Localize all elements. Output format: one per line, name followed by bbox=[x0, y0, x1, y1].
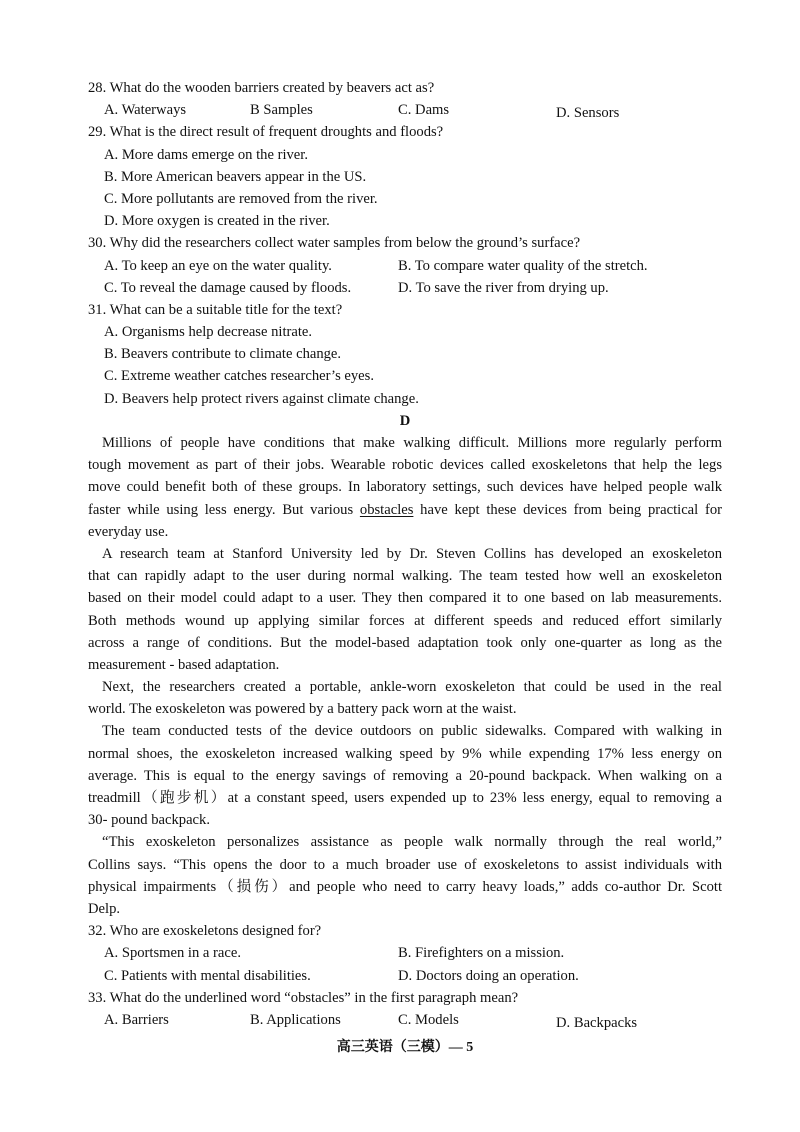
text-line: physical impairments（损伤）and people who need to carry heavy loads,” adds co-author Dr. Scott bbox=[88, 878, 722, 895]
text-line: Collins says. “This opens the door to a much broader use of exoskeletons to assist individuals with bbox=[88, 856, 722, 873]
question-31: 31. What can be a suitable title for the text? bbox=[88, 301, 343, 318]
question-30-options-row2 bbox=[88, 277, 722, 299]
exam-page bbox=[88, 77, 722, 1059]
text-line: everyday use. bbox=[88, 523, 169, 540]
option-a: A. Sportsmen in a race. bbox=[104, 945, 241, 962]
text-line: Both methods wound up applying similar forces at different speeds and reduced effort similarly bbox=[88, 612, 722, 629]
question-33-options bbox=[88, 1009, 722, 1031]
option-d: D. To save the river from drying up. bbox=[398, 279, 609, 296]
option-c: C. Models bbox=[398, 1011, 459, 1028]
text-line: world. The exoskeleton was powered by a battery pack worn at the waist. bbox=[88, 701, 517, 718]
section-heading: D bbox=[399, 412, 411, 429]
text-line: measurement - based adaptation. bbox=[88, 656, 280, 673]
option-a: A. To keep an eye on the water quality. bbox=[104, 257, 332, 274]
question-29: 29. What is the direct result of frequent droughts and floods? bbox=[88, 124, 444, 141]
text-line: 30- pound backpack. bbox=[88, 812, 210, 829]
option-d: D. Backpacks bbox=[556, 1014, 638, 1031]
question-32: 32. Who are exoskeletons designed for? bbox=[88, 923, 322, 940]
option-c: C. Dams bbox=[398, 102, 450, 119]
option-b: B. Beavers contribute to climate change. bbox=[104, 346, 342, 363]
text-line: Next, the researchers created a portable, ankle-worn exoskeleton that could be used in the real bbox=[102, 679, 722, 696]
text-line: based on their model could adapt to a user. They then compared it to one based on lab measurements. bbox=[88, 590, 722, 607]
text-line: average. This is equal to the energy savings of removing a 20-pound backpack. When walking on a bbox=[88, 767, 722, 784]
text-line: that can rapidly adapt to the user during normal walking. The team tested how well an exoskeleton bbox=[88, 568, 722, 585]
option-b: B. Applications bbox=[250, 1011, 341, 1028]
option-b: B Samples bbox=[250, 102, 313, 119]
option-c: C. Extreme weather catches researcher’s eyes. bbox=[104, 368, 374, 385]
question-32-options-row2 bbox=[88, 965, 722, 987]
text-line: “This exoskeleton personalizes assistance as people walk normally through the real world,” bbox=[102, 834, 722, 851]
text-line: tough movement as part of their jobs. Wearable robotic devices called exoskeletons that help the legs bbox=[88, 457, 722, 474]
question-30-options-row1 bbox=[88, 255, 722, 277]
paragraph-5 bbox=[88, 831, 722, 920]
option-b: B. Firefighters on a mission. bbox=[398, 945, 565, 962]
option-c: C. More pollutants are removed from the river. bbox=[104, 190, 378, 207]
paragraph-4 bbox=[88, 720, 722, 831]
text-line: move could benefit both of these groups. In laboratory settings, such devices have helped people walk bbox=[88, 479, 722, 496]
paragraph-3 bbox=[88, 676, 722, 720]
paragraph-2 bbox=[88, 543, 722, 676]
paragraph-1 bbox=[88, 432, 722, 543]
text-line: A research team at Stanford University led by Dr. Steven Collins has developed an exoskeleton bbox=[102, 545, 722, 562]
text-line: The team conducted tests of the device outdoors on public sidewalks. Compared with walking in bbox=[102, 723, 722, 740]
option-d: D. More oxygen is created in the river. bbox=[104, 213, 330, 230]
text-line: across a range of conditions. But the model-based adaptation took only one-quarter as long as the bbox=[88, 634, 722, 651]
option-c: C. Patients with mental disabilities. bbox=[104, 967, 311, 984]
question-30: 30. Why did the researchers collect water samples from below the ground’s surface? bbox=[88, 235, 581, 252]
text-line bbox=[88, 499, 722, 521]
option-c: C. To reveal the damage caused by floods. bbox=[104, 279, 352, 296]
text-line: normal shoes, the exoskeleton increased walking speed by 9% while expending 17% less energy on bbox=[88, 745, 722, 762]
text-segment: faster while using less energy. But various bbox=[88, 501, 354, 518]
question-33: 33. What do the underlined word “obstacles” in the first paragraph mean? bbox=[88, 989, 519, 1006]
text-line: Delp. bbox=[88, 900, 121, 917]
option-a: A. Waterways bbox=[104, 102, 187, 119]
question-32-options-row1 bbox=[88, 942, 722, 964]
text-segment: have kept these devices from being practical for bbox=[420, 501, 722, 518]
option-d: D. Beavers help protect rivers against climate change. bbox=[104, 390, 419, 407]
option-a: A. Barriers bbox=[104, 1011, 169, 1028]
option-d: D. Sensors bbox=[556, 105, 620, 122]
question-28: 28. What do the wooden barriers created by beavers act as? bbox=[88, 80, 435, 96]
option-d: D. Doctors doing an operation. bbox=[398, 967, 579, 984]
text-line: Millions of people have conditions that make walking difficult. Millions more regularly perform bbox=[102, 435, 722, 451]
option-a: A. More dams emerge on the river. bbox=[104, 146, 308, 163]
question-28-options bbox=[88, 99, 722, 121]
option-b: B. To compare water quality of the stretch. bbox=[398, 257, 648, 274]
option-a: A. Organisms help decrease nitrate. bbox=[104, 324, 313, 341]
underlined-word: obstacles bbox=[359, 501, 414, 518]
page-footer: 高三英语（三模）— 5 bbox=[336, 1040, 474, 1056]
text-line: treadmill（跑步机）at a constant speed, users expended up to 23% less energy, equal to removing a bbox=[88, 790, 722, 806]
option-b: B. More American beavers appear in the US. bbox=[104, 168, 367, 185]
